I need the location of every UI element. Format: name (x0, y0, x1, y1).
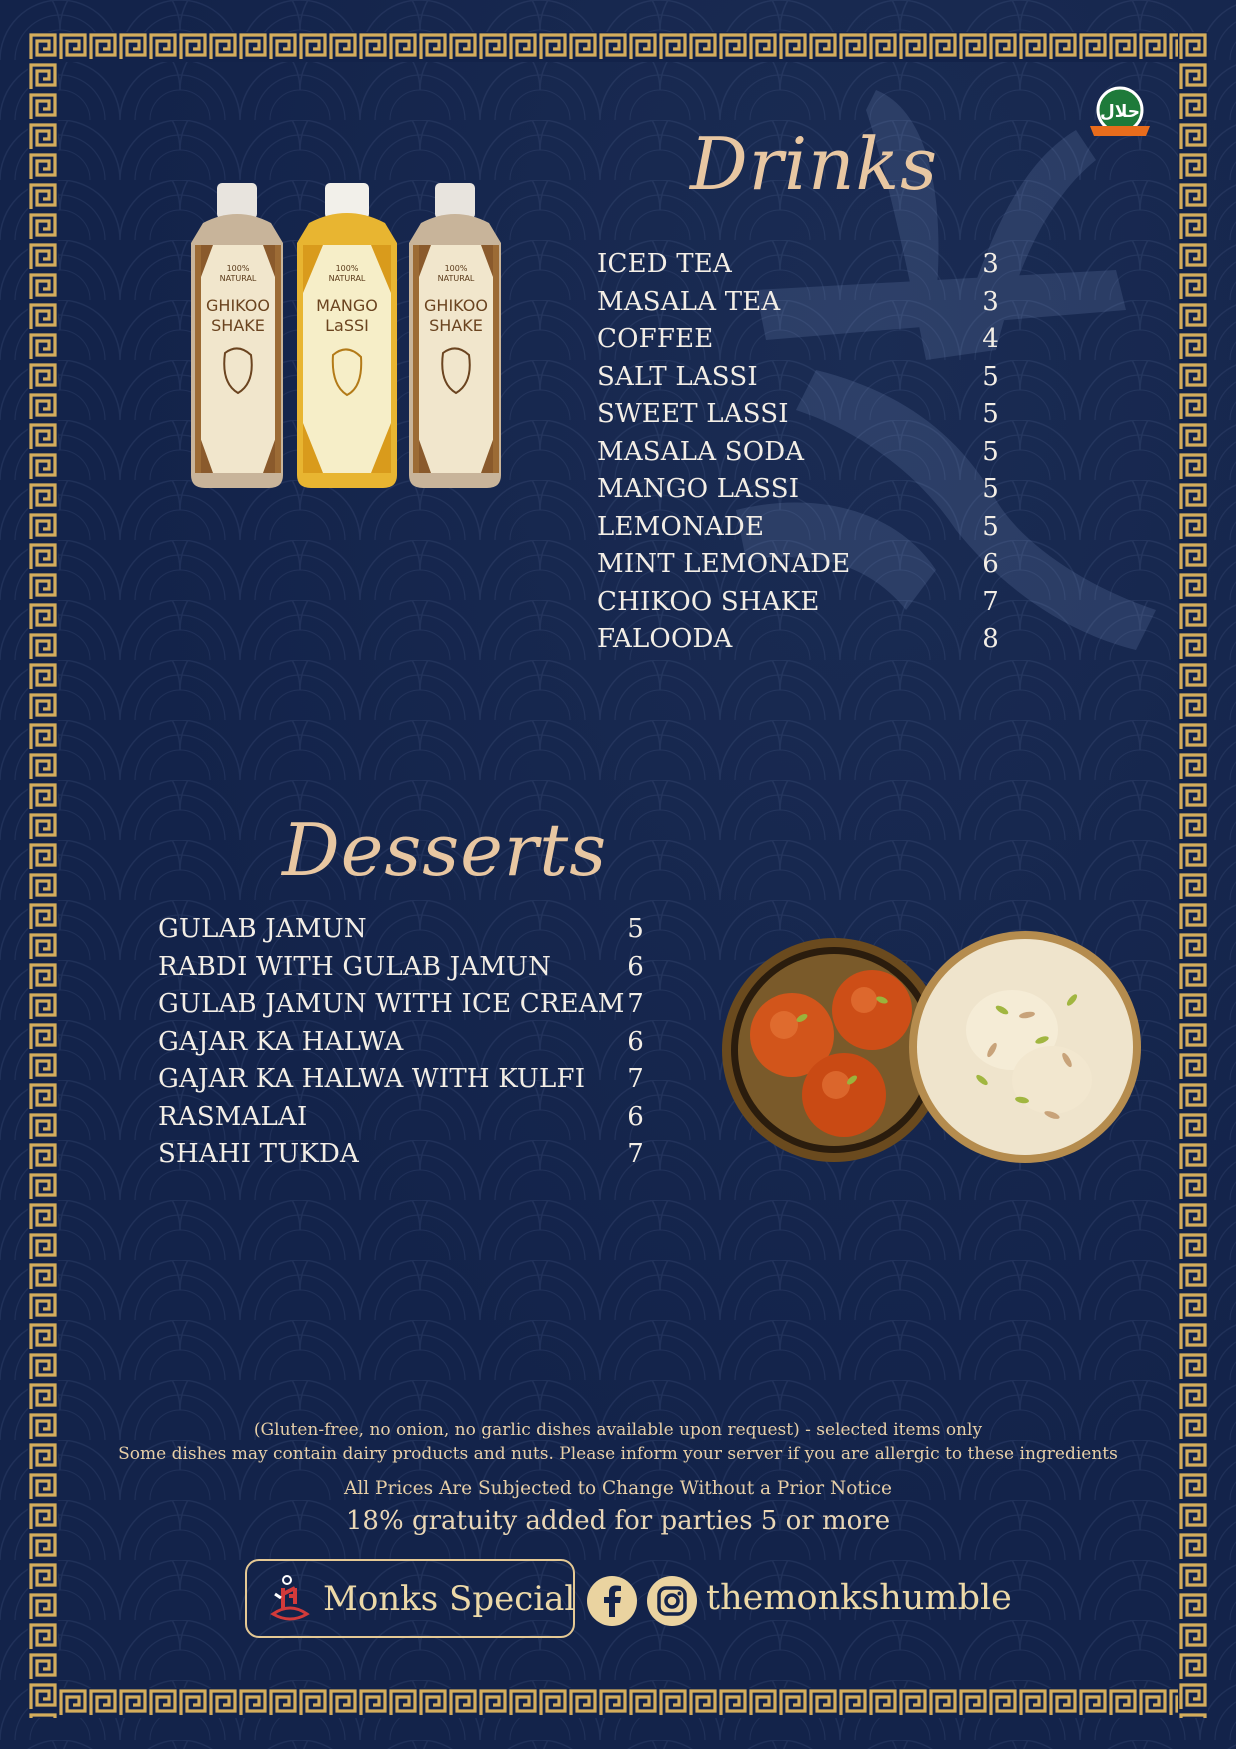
dietary-note: (Gluten-free, no onion, no garlic dishes available upon request) - selected items only (253, 1420, 983, 1440)
drink-name: MANGO LASSI (597, 474, 800, 504)
drink-item-mint-lemonade (597, 546, 999, 584)
dessert-item-gulab-jamun-with-ice-cream (158, 986, 644, 1024)
dessert-name: GAJAR KA HALWA WITH KULFI (158, 1064, 586, 1094)
svg-text:NATURAL: NATURAL (328, 274, 366, 283)
allergy-note: Some dishes may contain dairy products and nuts. Please inform your server if you are allergic to these ingredients (118, 1444, 1118, 1464)
dessert-item-rabdi-with-gulab-jamun (158, 949, 644, 987)
drinks-heading: Drinks (690, 122, 939, 206)
drink-name: LEMONADE (597, 511, 765, 542)
drink-item-iced-tea (597, 246, 999, 284)
drink-name: COFFEE (597, 324, 714, 354)
svg-text:SHAKE: SHAKE (429, 316, 483, 335)
price-change-note: All Prices Are Subjected to Change Without a Prior Notice (343, 1478, 892, 1499)
svg-text:100%: 100% (444, 264, 468, 273)
greek-key-border-right (1178, 32, 1208, 1718)
drink-name: SALT LASSI (597, 361, 758, 392)
svg-text:100%: 100% (335, 264, 359, 273)
svg-text:100%: 100% (226, 264, 250, 273)
drink-name: CHIKOO SHAKE (597, 586, 820, 617)
drink-bottles-photo (183, 183, 520, 493)
dessert-item-shahi-tukda (158, 1136, 644, 1174)
drink-price: 7 (982, 586, 999, 617)
dessert-name: GAJAR KA HALWA (158, 1026, 404, 1057)
drink-price: 4 (982, 324, 999, 354)
drink-item-coffee (597, 321, 999, 359)
dessert-price: 7 (627, 989, 644, 1019)
drink-item-mango-lassi (597, 471, 999, 509)
monks-logo-icon (265, 1574, 315, 1626)
drink-price: 5 (982, 399, 999, 429)
svg-text:GHIKOO: GHIKOO (424, 296, 488, 315)
desserts-heading: Desserts (282, 808, 608, 892)
drink-price: 3 (982, 249, 999, 279)
greek-key-border-top (28, 32, 1208, 62)
facebook-icon[interactable] (587, 1576, 637, 1626)
bottle-chikoo-shake-left (191, 183, 283, 488)
svg-text:GHIKOO: GHIKOO (206, 296, 270, 315)
drink-item-lemonade (597, 509, 999, 547)
dessert-price: 6 (627, 1101, 644, 1132)
bottle-mango-lassi (297, 183, 397, 488)
monks-special-label: Monks Special (323, 1579, 576, 1619)
drink-price: 5 (982, 474, 999, 504)
drink-name: MINT LEMONADE (597, 549, 851, 579)
drink-item-masala-soda (597, 434, 999, 472)
drink-price: 3 (982, 286, 999, 317)
greek-key-border-bottom (28, 1688, 1208, 1718)
svg-text:SHAKE: SHAKE (211, 316, 265, 335)
dessert-name: GULAB JAMUN WITH ICE CREAM (158, 989, 625, 1019)
halal-badge-icon (1088, 86, 1152, 144)
bottle-chikoo-shake-right (409, 183, 501, 488)
drink-name: MASALA SODA (597, 436, 805, 467)
drink-item-chikoo-shake (597, 584, 999, 622)
svg-text:NATURAL: NATURAL (219, 274, 257, 283)
svg-text:MANGO: MANGO (316, 296, 378, 315)
dessert-price: 6 (627, 1026, 644, 1057)
drink-name: MASALA TEA (597, 286, 781, 317)
halal-badge-text: حلال (1100, 102, 1140, 122)
drink-item-masala-tea (597, 284, 999, 322)
dessert-price: 7 (627, 1139, 644, 1169)
drink-name: FALOODA (597, 624, 733, 654)
dessert-item-gajar-ka-halwa (158, 1024, 644, 1062)
drink-item-sweet-lassi (597, 396, 999, 434)
svg-text:NATURAL: NATURAL (437, 274, 475, 283)
drink-price: 6 (982, 549, 999, 579)
svg-text:LaSSI: LaSSI (325, 316, 369, 335)
dessert-item-gajar-ka-halwa-with-kulfi (158, 1061, 644, 1099)
drink-item-salt-lassi (597, 359, 999, 397)
dessert-item-gulab-jamun (158, 911, 644, 949)
dessert-price: 6 (627, 951, 644, 982)
monks-special-box (245, 1559, 575, 1638)
desserts-list (158, 911, 644, 1174)
dessert-item-rasmalai (158, 1099, 644, 1137)
drink-price: 5 (982, 436, 999, 467)
greek-key-border-left (28, 32, 58, 1718)
drink-price: 5 (982, 511, 999, 542)
social-handle[interactable]: themonkshumble (706, 1578, 1012, 1618)
dessert-name: SHAHI TUKDA (158, 1139, 359, 1169)
instagram-icon[interactable] (647, 1576, 697, 1626)
drink-name: SWEET LASSI (597, 399, 789, 429)
dessert-name: GULAB JAMUN (158, 914, 367, 944)
drink-price: 5 (982, 361, 999, 392)
dessert-name: RASMALAI (158, 1101, 308, 1132)
drinks-list (597, 246, 999, 659)
drink-name: ICED TEA (597, 249, 732, 279)
dessert-price: 7 (627, 1064, 644, 1094)
gulab-jamun-and-rasmalai-photo (722, 930, 1142, 1170)
drink-item-falooda (597, 621, 999, 659)
drink-price: 8 (982, 624, 999, 654)
gratuity-note: 18% gratuity added for parties 5 or more (345, 1506, 891, 1536)
dessert-price: 5 (627, 914, 644, 944)
dessert-name: RABDI WITH GULAB JAMUN (158, 951, 552, 982)
